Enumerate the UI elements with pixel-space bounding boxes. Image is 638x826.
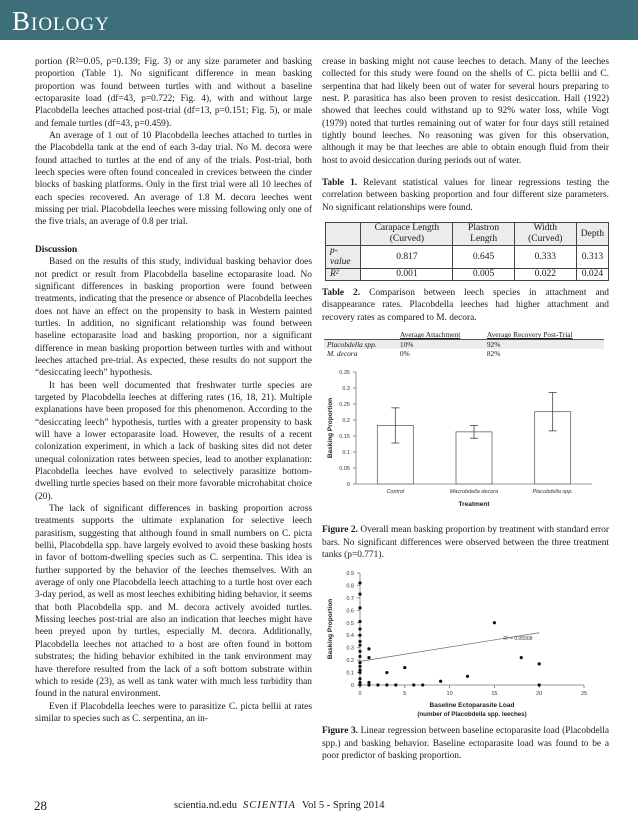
table-header-cell: Average Attachment [397,330,484,340]
data-point [358,640,361,643]
right-column [322,56,609,762]
data-point [421,684,424,687]
figure3-caption-text: Linear regression between baseline ectoparasite load (Placobdella spp.) and basking behavior. Baseline ectoparasite load was found to be a poor predictor of basking proportion. [322,726,609,761]
data-point [493,621,496,624]
table-header-cell: Plastron Length [453,223,514,246]
page-number: 28 [34,798,47,813]
left-column [35,56,312,725]
table-header-row [324,330,604,340]
y-tick-label: 0.6 [346,608,354,615]
data-point [358,628,361,631]
data-point [538,662,541,665]
data-point [439,680,442,683]
y-tick-label: 0.3 [346,645,354,652]
table-header-cell: Depth [576,223,608,246]
table-cell: 0.313 [576,246,608,269]
stats-table [325,222,609,281]
figure2-caption [322,524,609,561]
table-row-label: M. decora [327,349,358,359]
y-axis-title: Basking Proportion [327,599,334,660]
data-point [367,656,370,659]
y-tick-label: 0 [350,683,354,690]
table-cell: 82% [486,349,501,359]
table-cell: 0.001 [361,269,453,281]
x-tick-label: 10 [446,691,453,698]
data-point [358,655,361,658]
r-squared-label: R² = 0.05009 [503,636,533,643]
data-point [412,684,415,687]
data-point [466,675,469,678]
data-point [358,650,361,653]
paragraph: An average of 1 out of 10 Placobdella leeches attached to turtles in the Placobdella tank at the end of each 3-day trial. No M. decora were found attached to turtles at the end of any of the trials. Post-trial, both leech species were often found concealed in crevices between the cinder blocks of basking platforms. Only in the first trial were all 10 leeches of each species recovered. An average of 1.8 M. decora leeches went missing per trial. Placobdella leeches were missing following only one of the five trials, an average of 0.8 per trial. [35,131,312,228]
footer-site: scientia.nd.edu [174,800,237,811]
table1-label: Table 1. [322,178,358,189]
table-row [326,246,609,269]
x-axis-subtitle: (number of Placobdella spp. leeches) [417,711,527,719]
table-cell: 0.817 [361,246,453,269]
table-row-label: Placobdella spp. [324,340,397,350]
page-footer [0,798,638,818]
paragraph: portion (R²=0.05, p=0.139; Fig. 3) or any size parameter and basking proportion (Table 1). No significant difference in mean basking proportion was found between turtles with and without a baseline ectoparasite load (df=43, p=0.722; Fig. 4), with and without large Placobdella leeches attached post-trial (df=13, p=0.151; Fig. 5), or male and female turtles (df=43, p=0.459). [35,57,312,129]
y-tick-label: 0.7 [346,596,354,603]
table1-caption-text: Relevant statistical values for linear regressions testing the correlation between basking proportion and four different size parameters. No significant relationships were found. [322,178,609,213]
table-cell: 0.005 [453,269,514,281]
table-cell: 0.024 [576,269,608,281]
table-header-cell [324,330,397,340]
y-tick-label: 0.1 [342,450,350,457]
table-cell: 10% [397,340,484,350]
table-row [324,340,604,350]
table-row-label: R² [326,269,361,281]
data-point [520,656,523,659]
y-tick-label: 0.25 [339,402,350,409]
rates-table [324,330,604,358]
bar-chart [322,364,609,522]
table-header-cell: Carapace Length (Curved) [361,223,453,246]
table-cell: 0.333 [514,246,576,269]
x-tick-label: Placobdella spp. [532,489,573,496]
paragraph: The lack of significant differences in basking proportion across treatments supports the ultimate explanation for selective leech parasitism, suggesting that although found in small numbers on C. picta bellii, Placobdella spp. have largely evolved to avoid these basking hosts in favor of bottom-dwelling species such as C. serpentina. This idea is further supported by the behavior of the leeches themselves. With an average of only one Placobdella leech attaching to a turtle host over each 3-day period, as well as most leeches exhibiting hiding behavior, it seems that both Placobdella spp. and M. decora actively avoided turtles. Missing leeches post-trial are also an indication that leeches might have been preyed upon by turtles, especially M. decora. Additionally, Placobdella leeches not attached to a host are often found in bottom substrates; the hiding behavior exhibited in the tank environment may have therefore resulted from the lack of a soft bottom substrate within which to reside (23), as well as tank water with much less turbidity than found in the natural environment. [35,504,312,700]
x-tick-label: 5 [403,691,407,698]
table-cell: 0.022 [514,269,576,281]
paragraph: Even if Placobdella leeches were to parasitize C. picta bellii at rates similar to species such as C. serpentina, an in- [35,701,312,724]
bar [456,432,492,484]
table-row-label: p-value [326,246,361,269]
table-header-cell: Width (Curved) [514,223,576,246]
data-point [403,666,406,669]
paragraph: crease in basking might not cause leeches to detach. Many of the leeches collected for this study were found on the shells of C. picta bellii and C. serpentina that had likely been out of water for several hours preparing to nest. P. parasitica has also been proven to resist desiccation. Hall (1922) showed that leeches could withstand up to 92% water loss, while Vogt (1979) noted that turtles remaining out of water for four days still retained tightly bound leeches. No reasoning was given for this observation, although it may be that leeches are able to obtain enough fluid from their host to avoid desiccation during periods out of water. [322,57,609,166]
header-bar [0,0,638,40]
x-tick-label: Macrobdella decora [449,489,499,496]
data-point [358,684,361,687]
section-title: Biology [12,6,110,36]
table1-caption [322,177,609,214]
figure2-caption-text: Overall mean basking proportion by treatment with standard error bars. No significant differences were observed between the three treatment tanks (p=0.771). [322,525,609,560]
data-point [358,661,361,664]
data-point [358,620,361,623]
y-tick-label: 0.05 [339,466,350,473]
y-tick-label: 0.35 [339,370,350,377]
paragraph: It has been well documented that freshwater turtle species are targeted by Placobdella leeches at differing rates (16, 18, 21). Multiple explanations have been proposed for this phenomenon. According to the “desiccating leech” hypothesis, turtles with a greater propensity to bask will have a lower ectoparasite load. However, the results of a recent colonization experiment, in which a lack of basking sites did not deter unequal colonization rates between species, lead to another explanation: Placobdella leeches have evolved to selectively parasitize bottom-dwelling turtle species based on their more favorable microhabitat choice (20). [35,380,312,502]
y-tick-label: 0.2 [346,658,354,665]
figure3-label: Figure 3. [322,726,359,737]
footer-text [174,800,385,811]
x-tick-label: 0 [358,691,362,698]
data-point [394,684,397,687]
y-tick-label: 0 [346,482,350,489]
y-tick-label: 0.15 [339,434,350,441]
x-tick-label: 25 [580,691,588,698]
table2-caption [322,287,609,324]
y-tick-label: 0.1 [346,670,354,677]
y-tick-label: 0.3 [342,386,350,393]
x-tick-label: Control [386,489,405,496]
y-tick-label: 0.4 [346,633,354,640]
table-header-cell [326,223,361,246]
data-point [358,582,361,585]
table-cell: 0% [399,349,410,359]
data-point [385,671,388,674]
table-header-cell: Average Recovery Post-Trial [484,330,604,340]
data-point [385,684,388,687]
data-point [538,684,541,687]
data-point [358,606,361,609]
data-point [367,684,370,687]
x-axis-title: Baseline Ectoparasite Load [429,702,515,710]
footer-issue: Vol 5 - Spring 2014 [301,800,385,811]
table2-caption-text: Comparison between leech species in attachment and disappearance rates. Placobdella leeches had higher attachment and recovery rates as compared to M. decora. [322,288,609,323]
data-point [358,665,361,668]
footer-journal: SCIENTIA [242,800,296,811]
data-point [358,677,361,680]
figure2-label: Figure 2. [322,525,358,536]
y-tick-label: 0.5 [346,620,354,627]
x-tick-label: 15 [491,691,498,698]
x-tick-label: 20 [536,691,543,698]
y-axis-title: Basking Proportion [327,398,334,459]
data-point [358,634,361,637]
table-row [326,269,609,281]
scatter-chart [322,567,609,723]
table-cell: 92% [484,340,604,350]
data-point [367,647,370,650]
table-header-row [326,223,609,246]
data-point [358,593,361,596]
discussion-heading: Discussion [35,244,78,255]
x-axis-title: Treatment [458,501,490,509]
y-tick-label: 0.9 [346,571,354,578]
y-tick-label: 0.2 [342,418,350,425]
figure3-caption [322,725,609,762]
table-row [324,349,604,358]
data-point [358,644,361,647]
y-tick-label: 0.8 [346,583,354,590]
paragraph: Based on the results of this study, individual basking behavior does not predict or result from Placobdella baseline ectoparasite load. No significant differences in basking proportion were found between treatments, indicating that the presence or absence of Placobdella leeches does not have an effect on the propensity to bask in Western painted turtles. In addition, no significant relationship was found between baseline ectoparasite load and basking proportion, nor a significant difference in mean basking proportion between turtles with and without leeches attached pre-trial. As expected, these results do not support the “desiccating leech” hypothesis. [35,257,312,379]
data-point [358,671,361,674]
table-cell: 0.645 [453,246,514,269]
data-point [376,684,379,687]
table2-label: Table 2. [322,288,361,299]
